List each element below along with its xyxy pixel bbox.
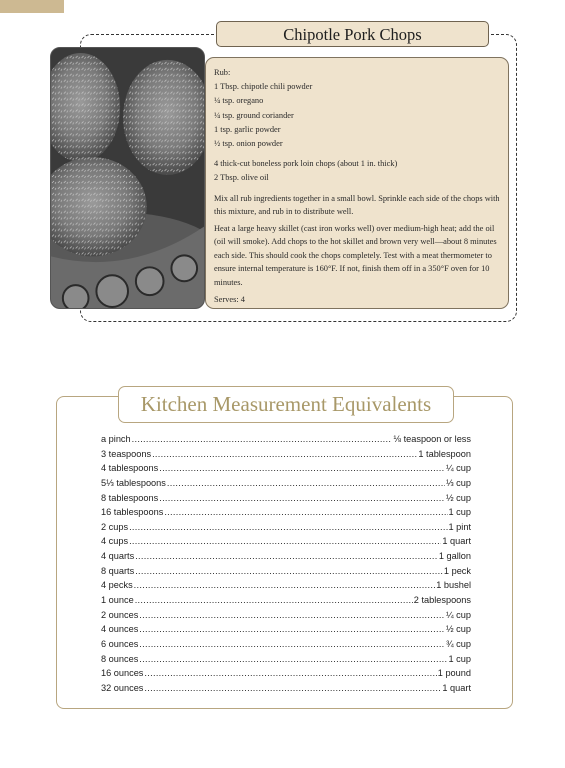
measurement-row bbox=[101, 461, 471, 476]
measurement-row bbox=[101, 534, 471, 549]
measurement-row bbox=[101, 549, 471, 564]
rub-heading: Rub: bbox=[214, 68, 231, 77]
dot-leader bbox=[134, 578, 436, 593]
measurement-label: 8 quarts bbox=[101, 565, 135, 576]
dot-leader bbox=[159, 491, 445, 506]
recipe-title: Chipotle Pork Chops bbox=[216, 21, 489, 47]
dot-leader bbox=[135, 593, 413, 608]
measurement-label: 5⅓ tablespoons bbox=[101, 477, 166, 488]
pork-chops-photo bbox=[50, 47, 205, 309]
rub-item: 1 Tbsp. chipotle chili powder bbox=[214, 82, 313, 92]
measurement-label: 2 cups bbox=[101, 521, 129, 532]
dot-leader bbox=[132, 432, 393, 447]
dot-leader bbox=[152, 447, 417, 462]
measurement-row bbox=[101, 666, 471, 681]
measurement-row bbox=[101, 476, 471, 491]
measurement-value: 1 tablespoon bbox=[418, 448, 471, 459]
rub-item: ¼ tsp. oregano bbox=[214, 96, 264, 106]
measurement-label: 8 ounces bbox=[101, 653, 139, 664]
measurement-value: 2 tablespoons bbox=[413, 595, 471, 606]
measurement-row bbox=[101, 681, 471, 696]
corner-tab bbox=[0, 0, 64, 13]
dot-leader bbox=[164, 505, 447, 520]
measurements-list bbox=[101, 432, 471, 696]
measurement-label: 6 ounces bbox=[101, 638, 139, 649]
measurement-value: ½ cup bbox=[445, 624, 471, 635]
measurement-row bbox=[101, 593, 471, 608]
measurement-label: 8 tablespoons bbox=[101, 492, 159, 503]
measurement-value: ¼ cup bbox=[445, 463, 471, 474]
measurement-row bbox=[101, 447, 471, 462]
measurement-label: 3 teaspoons bbox=[101, 448, 152, 459]
instruction-step-2: Heat a large heavy skillet (cast iron works well) over medium-high heat; add the oil (oil will smoke). Add chops to the hot skillet and brown very well—about 8 minutes each side. This should cook the chops completely. Test with a meat thermometer to ensure internal temperature is 160°F. If not, finish them off in a 350°F oven for 10 minutes. bbox=[214, 223, 497, 287]
measurement-label: 4 quarts bbox=[101, 551, 135, 562]
measurement-row bbox=[101, 564, 471, 579]
measurement-label: 1 ounce bbox=[101, 595, 134, 606]
instruction-step-1: Mix all rub ingredients together in a small bowl. Sprinkle each side of the chops with this mixture, and rub in to distribute well. bbox=[214, 193, 500, 217]
measurement-row bbox=[101, 652, 471, 667]
rub-item: 1 tsp. garlic powder bbox=[214, 124, 281, 134]
serves-text: Serves: 4 bbox=[214, 295, 245, 305]
measurement-label: 32 ounces bbox=[101, 682, 144, 693]
measurement-value: 1 cup bbox=[448, 507, 471, 518]
measurement-value: ⅓ cup bbox=[445, 477, 471, 488]
measurement-label: 4 tablespoons bbox=[101, 463, 159, 474]
measurement-value: 1 pound bbox=[437, 668, 471, 679]
measurement-value: ½ cup bbox=[445, 492, 471, 503]
measurements-title: Kitchen Measurement Equivalents bbox=[118, 386, 454, 423]
measurement-value: ¾ cup bbox=[445, 638, 471, 649]
measurement-value: 1 gallon bbox=[438, 551, 471, 562]
dot-leader bbox=[135, 549, 438, 564]
dot-leader bbox=[167, 476, 445, 491]
dot-leader bbox=[144, 666, 436, 681]
measurement-label: 4 pecks bbox=[101, 580, 133, 591]
measurement-row bbox=[101, 491, 471, 506]
measurement-value: 1 quart bbox=[442, 536, 471, 547]
measurement-value: 1 peck bbox=[443, 565, 471, 576]
dot-leader bbox=[139, 652, 447, 667]
measurement-label: a pinch bbox=[101, 434, 131, 444]
main-ingredient: 4 thick-cut boneless pork loin chops (about 1 in. thick) bbox=[214, 159, 398, 169]
measurement-row bbox=[101, 622, 471, 637]
main-ingredient: 2 Tbsp. olive oil bbox=[214, 173, 269, 183]
dot-leader bbox=[139, 622, 445, 637]
dot-leader bbox=[139, 637, 445, 652]
measurement-row bbox=[101, 520, 471, 535]
dot-leader bbox=[129, 534, 441, 549]
rub-item: ½ tsp. onion powder bbox=[214, 139, 283, 149]
dot-leader bbox=[139, 608, 445, 623]
measurement-row bbox=[101, 608, 471, 623]
measurement-value: 1 quart bbox=[442, 682, 471, 693]
measurement-row bbox=[101, 578, 471, 593]
measurement-label: 4 ounces bbox=[101, 624, 139, 635]
measurement-row bbox=[101, 432, 471, 447]
dot-leader bbox=[159, 461, 445, 476]
measurement-value: ¼ cup bbox=[445, 609, 471, 620]
dot-leader bbox=[135, 564, 443, 579]
measurement-label: 4 cups bbox=[101, 536, 129, 547]
measurement-value: 1 pint bbox=[448, 521, 471, 532]
measurement-label: 16 ounces bbox=[101, 668, 144, 679]
measurement-label: 2 ounces bbox=[101, 609, 139, 620]
measurement-value: ⅛ teaspoon or less bbox=[393, 434, 471, 444]
rub-item: ¼ tsp. ground coriander bbox=[214, 110, 294, 120]
measurement-row bbox=[101, 637, 471, 652]
dot-leader bbox=[129, 520, 447, 535]
measurement-value: 1 bushel bbox=[436, 580, 471, 591]
measurement-row bbox=[101, 505, 471, 520]
measurement-label: 16 tablespoons bbox=[101, 507, 164, 518]
recipe-body bbox=[205, 57, 509, 309]
dot-leader bbox=[144, 681, 441, 696]
measurement-value: 1 cup bbox=[448, 653, 471, 664]
